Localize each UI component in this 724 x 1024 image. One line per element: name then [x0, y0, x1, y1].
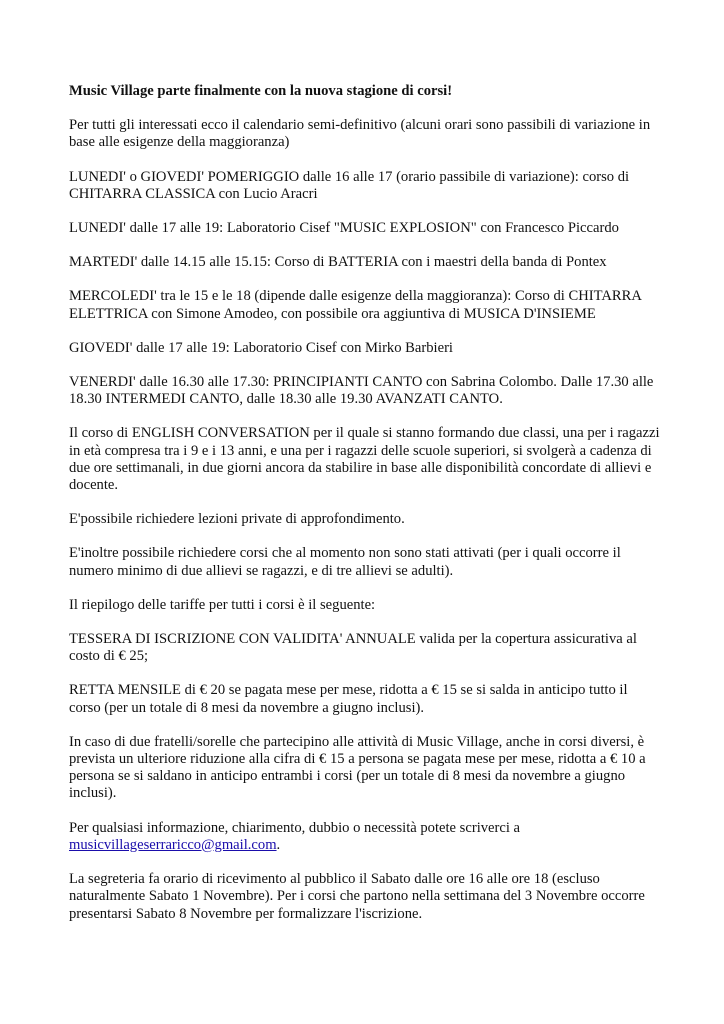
document-body [69, 83, 661, 940]
document-title: Music Village parte finalmente con la nuova stagione di corsi! [69, 83, 453, 99]
intro-paragraph: Per tutti gli interessati ecco il calendario semi-definitivo (alcuni orari sono passibili di variazione in base alle esigenze della maggioranza) [69, 117, 651, 151]
contact-text: Per qualsiasi informazione, chiarimento, dubbio o necessità potete scriverci a [69, 819, 521, 836]
private-lessons-paragraph: E'possibile richiedere lezioni private di approfondimento. [69, 511, 405, 528]
contact-paragraph [69, 820, 661, 854]
schedule-wednesday: MERCOLEDI' tra le 15 e le 18 (dipende dalle esigenze della maggioranza): Corso di CHITARRA ELETTRICA con Simone Amodeo, con possibile ora aggiuntiva di MUSICA D'INSIEME [69, 288, 642, 322]
schedule-friday: VENERDI' dalle 16.30 alle 17.30: PRINCIPIANTI CANTO con Sabrina Colombo. Dalle 17.30 alle 18.30 INTERMEDI CANTO, dalle 18.30 alle 19.30 AVANZATI CANTO. [69, 374, 654, 408]
schedule-tuesday: MARTEDI' dalle 14.15 alle 15.15: Corso di BATTERIA con i maestri della banda di Pontex [69, 254, 607, 271]
siblings-discount-paragraph: In caso di due fratelli/sorelle che partecipino alle attività di Music Village, anche in corsi diversi, è prevista un ulteriore riduzione alla cifra di € 15 a persona se pagata mese per mese, ridotta a € 10 a persona se si saldano in anticipo entrambi i corsi (per un totale di 8 mesi da novembre a giugno inclusi). [69, 733, 646, 802]
monthly-fee-paragraph: RETTA MENSILE di € 20 se pagata mese per mese, ridotta a € 15 se si salda in anticipo tutto il corso (per un totale di 8 mesi da novembre a giugno inclusi). [69, 682, 628, 716]
membership-fee-paragraph: TESSERA DI ISCRIZIONE CON VALIDITA' ANNUALE valida per la copertura assicurativa al costo di € 25; [69, 631, 637, 665]
schedule-monday-thursday: LUNEDI' o GIOVEDI' POMERIGGIO dalle 16 alle 17 (orario passibile di variazione): corso di CHITARRA CLASSICA con Lucio Aracri [69, 168, 630, 202]
schedule-thursday: GIOVEDI' dalle 17 alle 19: Laboratorio Cisef con Mirko Barbieri [69, 339, 453, 356]
office-hours-paragraph: La segreteria fa orario di ricevimento al pubblico il Sabato dalle ore 16 alle ore 18 (escluso naturalmente Sabato 1 Novembre). Per i corsi che partono nella settimana del 3 Novembre occorre presentarsi Sabato 8 Novembre per formalizzare l'iscrizione. [69, 871, 645, 922]
contact-email-link[interactable]: musicvillageserraricco@gmail.com [69, 836, 277, 853]
fees-intro-paragraph: Il riepilogo delle tariffe per tutti i corsi è il seguente: [69, 596, 376, 613]
contact-end: . [276, 836, 281, 853]
english-course-paragraph: Il corso di ENGLISH CONVERSATION per il quale si stanno formando due classi, una per i ragazzi in età compresa tra i 9 e i 13 anni, e una per i ragazzi delle scuole superiori, si svolgerà a cadenza di due ore settimanali, in due giorni ancora da stabilire in base alle disponibilità concordate di allievi e docente. [69, 425, 660, 494]
other-courses-paragraph: E'inoltre possibile richiedere corsi che al momento non sono stati attivati (per i quali occorre il numero minimo di due allievi se ragazzi, e di tre allievi se adulti). [69, 545, 621, 579]
schedule-monday: LUNEDI' dalle 17 alle 19: Laboratorio Cisef "MUSIC EXPLOSION" con Francesco Piccardo [69, 220, 619, 237]
